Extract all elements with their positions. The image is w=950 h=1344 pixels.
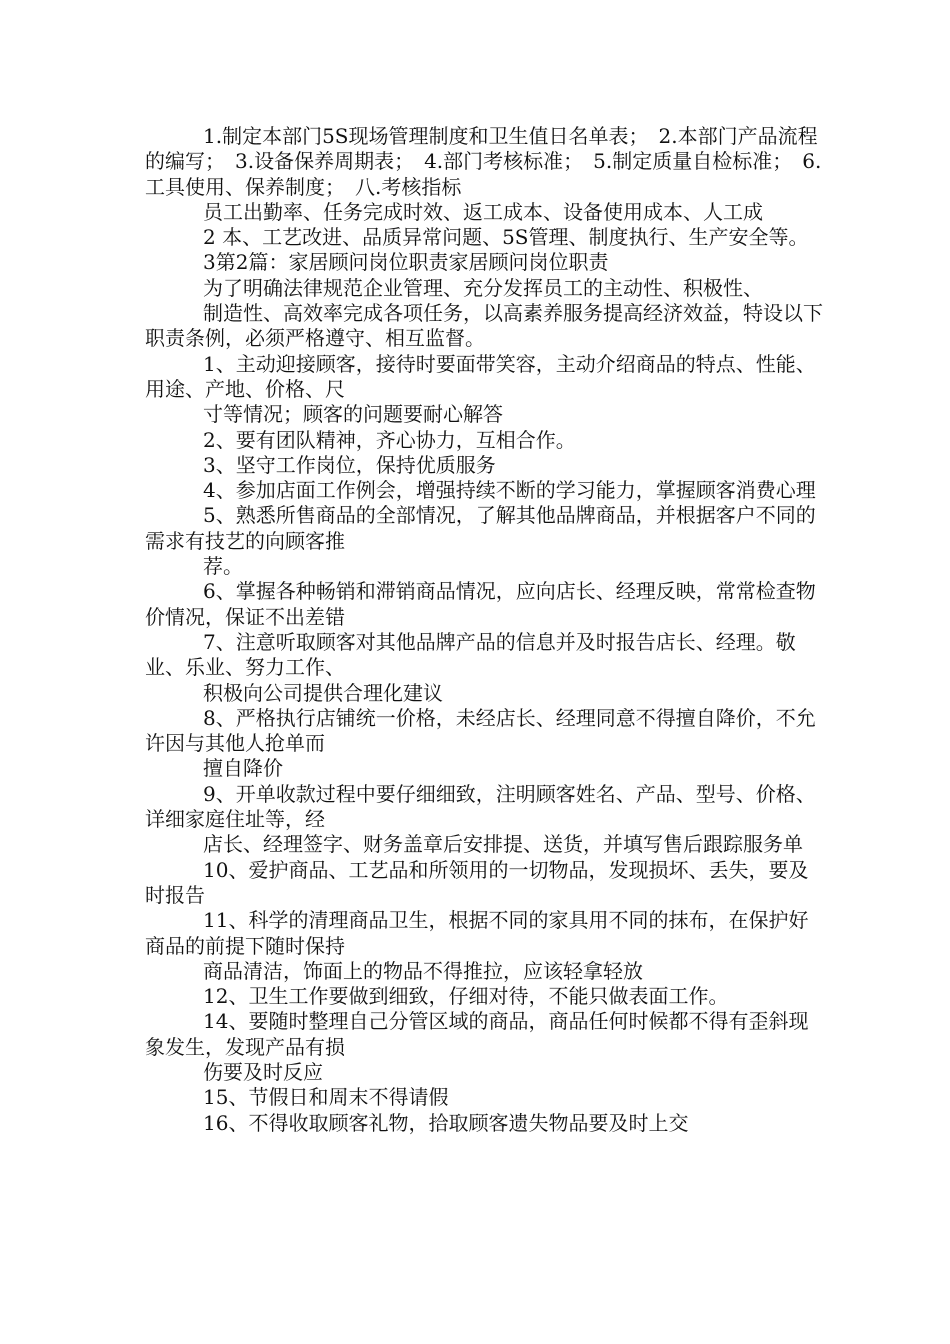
list-item-7: 7、注意听取顾客对其他品牌产品的信息并及时报告店长、经理。敬业、乐业、努力工作、 [145, 629, 796, 680]
list-item-5: 5、熟悉所售商品的全部情况，了解其他品牌商品，并根据客户不同的需求有技艺的向顾客推 [145, 503, 816, 553]
list-item-8: 8、严格执行店铺统一价格，未经店长、经理同意不得擅自降价，不允许因与其他人抢单而 [145, 705, 816, 756]
list-item-15: 15、节假日和周末不得请假 [203, 1085, 449, 1110]
list-item-2: 2、要有团队精神，齐心协力，互相合作。 [203, 427, 576, 452]
list-item-1: 1、主动迎接顾客，接待时要面带笑容，主动介绍商品的特点、性能、用途、产地、价格、尺 [145, 351, 816, 401]
section-heading: 3第2篇：家居顾问岗位职责家居顾问岗位职责 [203, 250, 609, 275]
list-item-7-cont: 积极向公司提供合理化建议 [203, 680, 443, 705]
list-item-4: 4、参加店面工作例会，增强持续不断的学习能力，掌握顾客消费心理 [203, 478, 816, 503]
paragraph-intro: 为了明确法律规范企业管理、充分发挥员工的主动性、积极性、 [203, 275, 763, 300]
list-item-14: 14、要随时整理自己分管区域的商品，商品任何时候都不得有歪斜现象发生，发现产品有损 [145, 1009, 809, 1059]
list-item-16: 16、不得收取顾客礼物，拾取顾客遗失物品要及时上交 [203, 1110, 689, 1135]
document-body [145, 124, 825, 1136]
paragraph-dept-system-list: 1.制定本部门5S现场管理制度和卫生值日名单表； 2.本部门产品流程的编写； 3.设备保养周期表； 4.部门考核标准； 5.制定质量自检标准； 6.工具使用、保养制度； 八.考核指标 [145, 124, 822, 199]
list-item-1-cont: 寸等情况；顾客的问题要耐心解答 [203, 402, 503, 427]
paragraph-assessment-items-cont: 2 本、工艺改进、品质异常问题、5S管理、制度执行、生产安全等。 [203, 225, 809, 250]
paragraph-assessment-items: 员工出勤率、任务完成时效、返工成本、设备使用成本、人工成 [203, 199, 763, 224]
list-item-12: 12、卫生工作要做到细致，仔细对待，不能只做表面工作。 [203, 984, 729, 1009]
list-item-10: 10、爱护商品、工艺品和所领用的一切物品，发现损坏、丢失，要及时报告 [145, 857, 809, 907]
list-item-9: 9、开单收款过程中要仔细细致，注明顾客姓名、产品、型号、价格、详细家庭住址等，经 [145, 781, 816, 832]
list-item-3: 3、坚守工作岗位，保持优质服务 [203, 452, 496, 477]
paragraph-intro-cont: 制造性、高效率完成各项任务，以高素养服务提高经济效益，特设以下职责条例，必须严格遵守、相互监督。 [145, 301, 823, 351]
list-item-14-cont: 伤要及时反应 [203, 1059, 323, 1084]
list-item-11: 11、科学的清理商品卫生，根据不同的家具用不同的抹布，在保护好商品的前提下随时保持 [145, 908, 809, 958]
list-item-11-cont: 商品清洁，饰面上的物品不得推拉，应该轻拿轻放 [203, 958, 643, 983]
list-item-5-cont: 荐。 [203, 554, 243, 579]
list-item-6: 6、掌握各种畅销和滞销商品情况，应向店长、经理反映，常常检查物价情况，保证不出差错 [145, 579, 816, 629]
list-item-8-cont: 擅自降价 [203, 756, 283, 781]
list-item-9-cont: 店长、经理签字、财务盖章后安排提、送货，并填写售后跟踪服务单 [203, 832, 803, 857]
